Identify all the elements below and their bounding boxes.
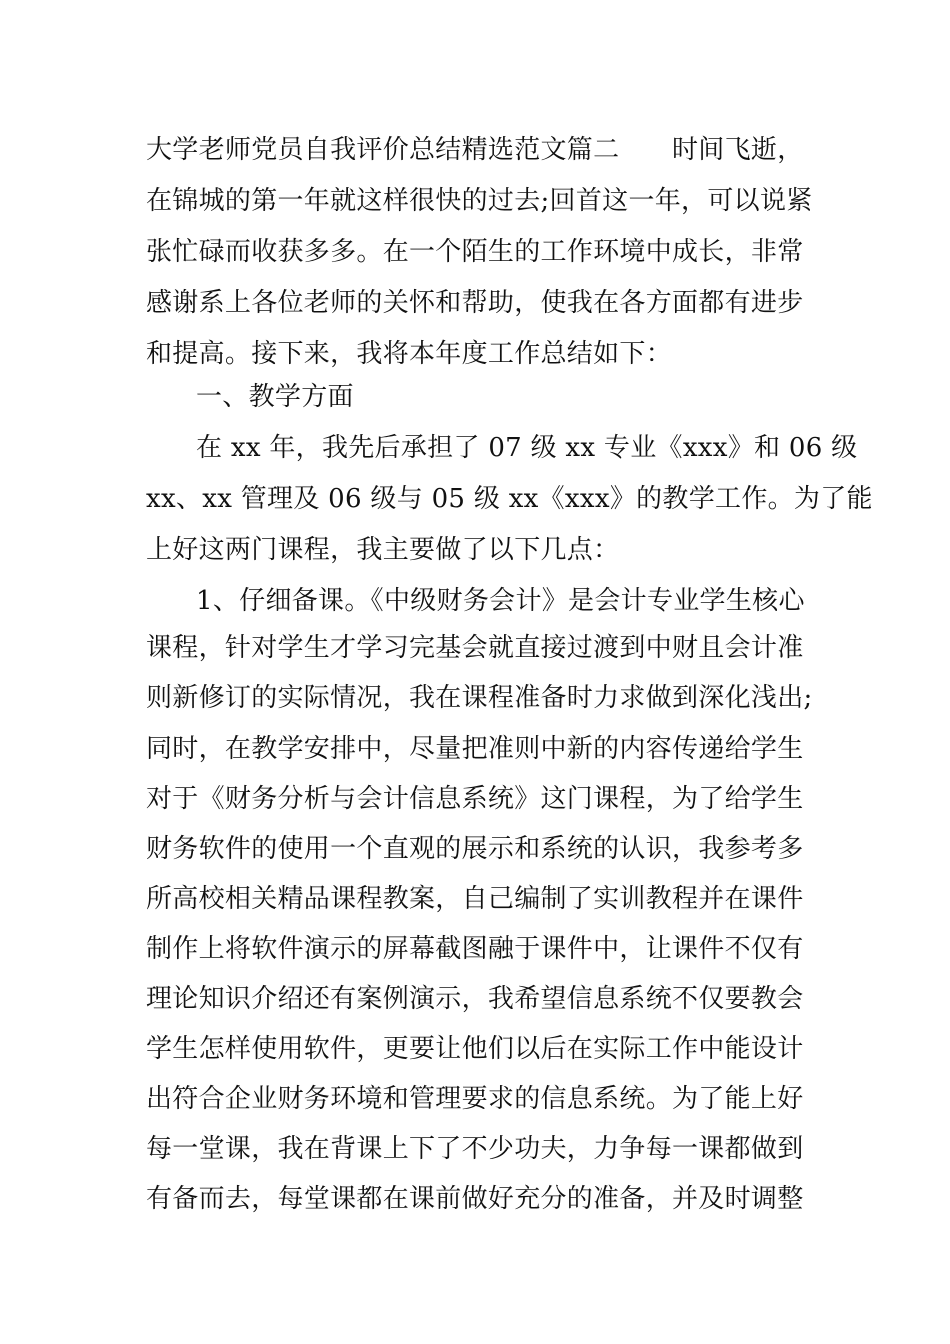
text-line: 感谢系上各位老师的关怀和帮助，使我在各方面都有进步 [146, 288, 804, 318]
text-line: 上好这两门课程，我主要做了以下几点： [146, 535, 620, 565]
text-line: 张忙碌而收获多多。在一个陌生的工作环境中成长，非常 [146, 237, 804, 267]
section-heading: 一、教学方面 [196, 382, 354, 412]
text-line: xx、xx 管理及 06 级与 05 级 xx《xxx》的教学工作。为了能 [146, 484, 873, 514]
text-line: 所高校相关精品课程教案，自己编制了实训教程并在课件 [146, 884, 804, 914]
text-line: 同时，在教学安排中，尽量把准则中新的内容传递给学生 [146, 734, 804, 764]
text-line: 对于《财务分析与会计信息系统》这门课程，为了给学生 [146, 784, 804, 814]
text-line: 有备而去，每堂课都在课前做好充分的准备，并及时调整 [146, 1184, 804, 1214]
text-line: 则新修订的实际情况，我在课程准备时力求做到深化浅出; [146, 683, 813, 713]
text-line: 和提高。接下来，我将本年度工作总结如下： [146, 339, 673, 369]
text-line: 在锦城的第一年就这样很快的过去;回首这一年，可以说紧 [146, 186, 813, 216]
text-line: 每一堂课，我在背课上下了不少功夫，力争每一课都做到 [146, 1134, 804, 1164]
text-line: 制作上将软件演示的屏幕截图融于课件中，让课件不仅有 [146, 934, 804, 964]
text-line: 在 xx 年，我先后承担了 07 级 xx 专业《xxx》和 06 级 [196, 433, 858, 463]
text-line: 课程，针对学生才学习完基会就直接过渡到中财且会计准 [146, 633, 804, 663]
text-line: 理论知识介绍还有案例演示，我希望信息系统不仅要教会 [146, 984, 804, 1014]
text-line: 大学老师党员自我评价总结精选范文篇二 时间飞逝， [146, 135, 804, 165]
text-line: 出符合企业财务环境和管理要求的信息系统。为了能上好 [146, 1084, 804, 1114]
text-line: 学生怎样使用软件，更要让他们以后在实际工作中能设计 [146, 1034, 804, 1064]
text-line: 1、仔细备课。《中级财务会计》是会计专业学生核心 [196, 586, 805, 616]
text-line: 财务软件的使用一个直观的展示和系统的认识，我参考多 [146, 834, 804, 864]
